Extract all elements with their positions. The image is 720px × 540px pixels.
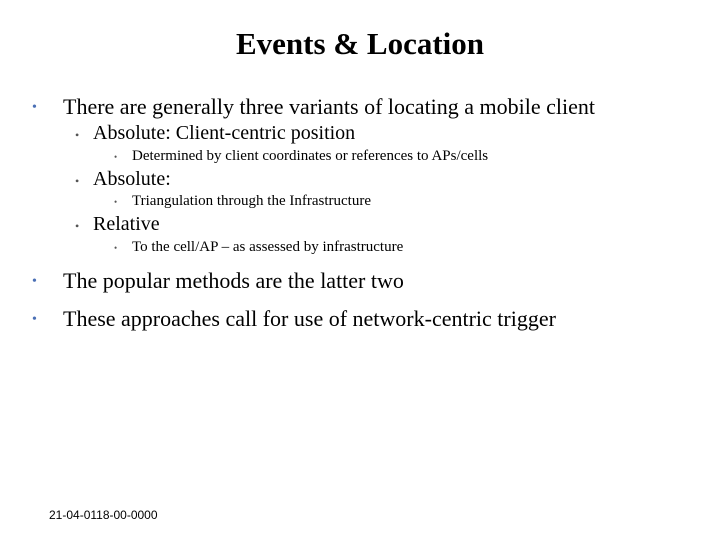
bullet-text: These approaches call for use of network-centric trigger [63,306,556,331]
bullet-item-level1 [32,268,404,294]
bullet-icon: • [114,152,118,162]
bullet-item-level3 [114,238,404,256]
bullet-text: Determined by client coordinates or references to APs/cells [132,148,489,164]
bullet-text: Absolute: Client-centric position [93,122,356,144]
bullet-icon: • [114,243,118,253]
bullet-text: Relative [93,213,160,235]
bullet-item-level2 [75,212,160,236]
slide-title: Events & Location [236,26,484,61]
bullet-icon: • [32,312,37,327]
bullet-item-level2 [75,167,171,191]
bullet-text: Triangulation through the Infrastructure [132,193,371,209]
bullet-text: There are generally three variants of locating a mobile client [63,94,596,119]
bullet-icon: • [32,274,37,289]
bullet-item-level2 [75,121,356,145]
document-number-footer: 21-04-0118-00-0000 [49,508,158,522]
bullet-text: The popular methods are the latter two [63,268,404,293]
bullet-text: To the cell/AP – as assessed by infrastructure [132,239,404,255]
bullet-item-level1 [32,306,556,332]
bullet-item-level3 [114,147,489,165]
bullet-icon: • [32,100,37,115]
bullet-icon: • [114,197,118,207]
bullet-text: Absolute: [93,168,171,190]
bullet-icon: • [75,174,80,188]
bullet-item-level1 [32,94,596,120]
bullet-item-level3 [114,192,371,210]
bullet-icon: • [75,128,80,142]
bullet-icon: • [75,219,80,233]
